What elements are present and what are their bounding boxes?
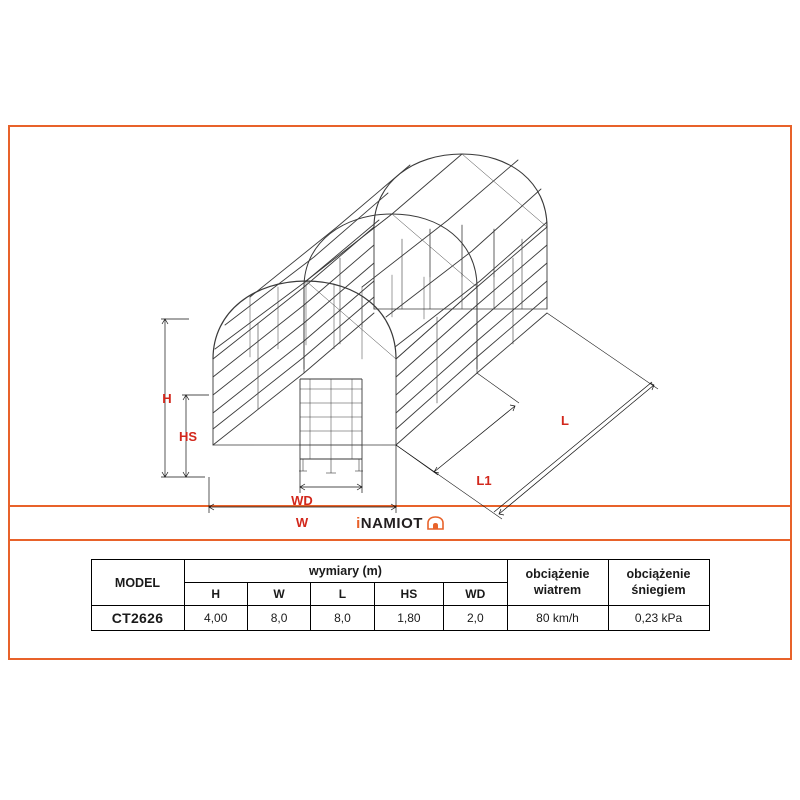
table-header-row [91,560,709,583]
brand-logo-text [356,515,423,532]
label-HS: HS [178,429,198,444]
dim-header-h: H [184,583,247,606]
header-dimensions: wymiary (m) [184,560,507,583]
drawing-sheet [8,125,792,660]
header-wind-load-line2: wiatrem [533,582,582,597]
dim-header-hs: HS [374,583,443,606]
label-L: L [561,413,569,428]
cell-h: 4,00 [184,606,247,631]
cell-l: 8,0 [311,606,374,631]
spec-table [91,559,710,631]
cell-hs: 1,80 [374,606,443,631]
cell-snow-load: 0,23 kPa [608,606,709,631]
dimension-lines [161,313,658,519]
table-row [91,606,709,631]
dim-header-l: L [311,583,374,606]
label-WD: WD [291,493,313,508]
dim-header-w: W [247,583,310,606]
cell-wind-load: 80 km/h [507,606,608,631]
spec-table-region [10,541,790,658]
gate-panel [299,379,363,473]
header-model: MODEL [91,560,184,606]
logo-band [10,507,790,541]
brand-logo-i: i [356,514,361,532]
cell-model: CT2626 [91,606,184,631]
label-W: W [295,515,309,530]
dim-header-wd: WD [444,583,507,606]
header-snow-load-line2: śniegiem [631,582,686,597]
cell-wd: 2,0 [444,606,507,631]
cell-w: 8,0 [247,606,310,631]
label-H: H [162,391,172,406]
header-snow-load [608,560,709,606]
header-wind-load [507,560,608,606]
entrance-gate [305,439,306,499]
label-L1: L1 [476,473,492,488]
header-wind-load-line1: obciążenie [525,566,590,581]
brand-logo-rest: NAMIOT [360,514,423,532]
brand-logo [356,515,444,532]
header-snow-load-line1: obciążenie [626,566,691,581]
tent-arch-logo-mark [427,516,444,530]
